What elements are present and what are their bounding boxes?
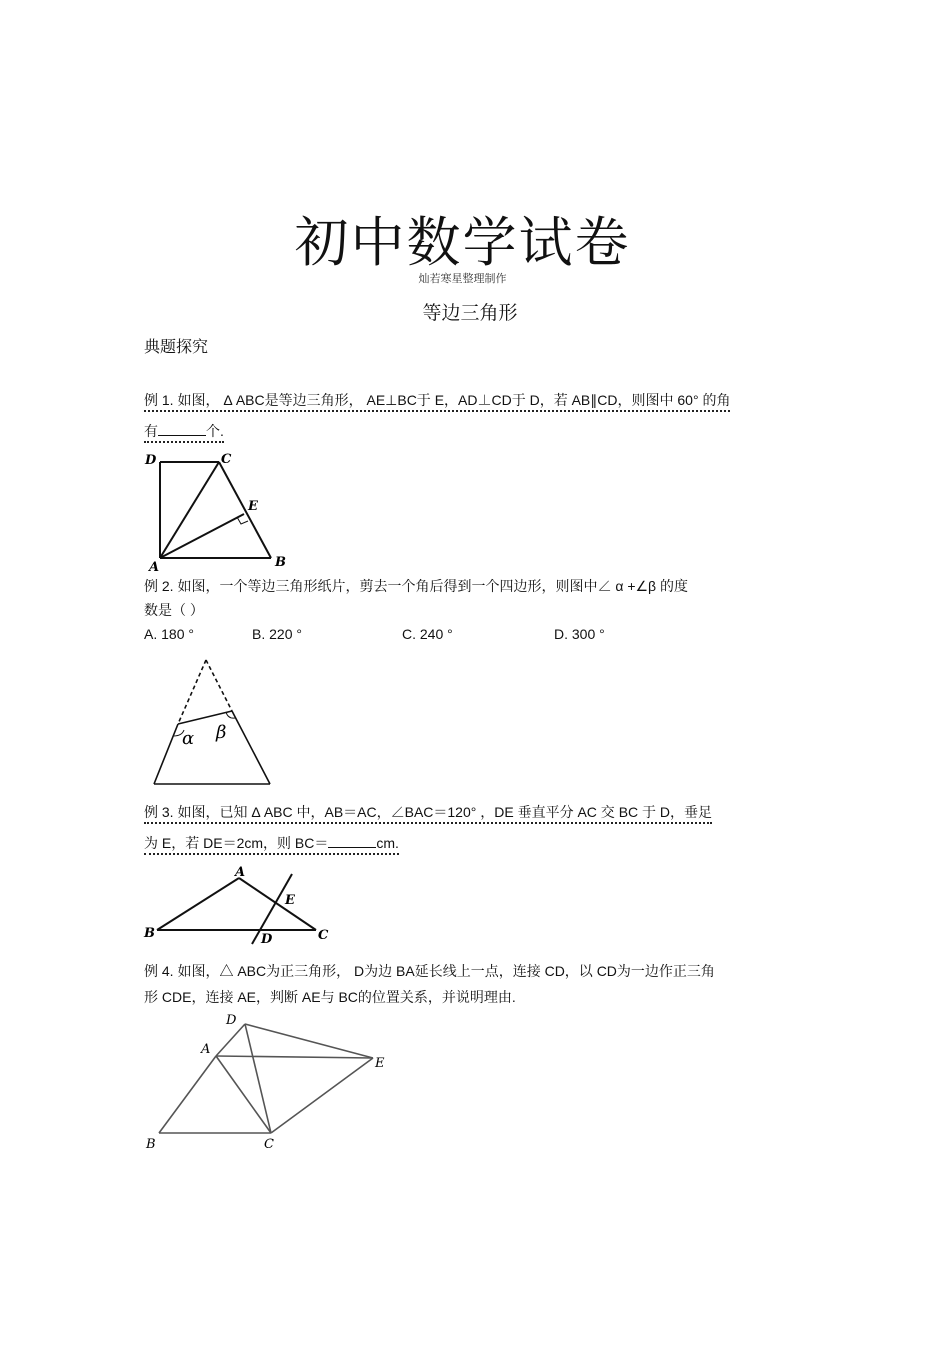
q1-line2: 有 个.	[144, 421, 224, 441]
q3-line1: 例 3. 如图，已知 Δ ABC 中，AB＝AC，∠BAC＝120° ，DE 垂直平分 AC 交 BC 于 D，垂足	[144, 802, 712, 822]
q4-label-e: E	[375, 1056, 385, 1071]
q4-label-b: B	[146, 1137, 156, 1152]
q4-line1: 例 4. 如图，△ ABC为正三角形， D为边 BA延长线上一点，连接 CD，以 CD为一边作正三角	[144, 963, 715, 979]
page-title: 初中数学试卷	[294, 211, 631, 274]
q3-label-d: D	[261, 932, 273, 947]
q2-label-alpha: α	[182, 728, 195, 749]
q3-segment	[157, 878, 239, 930]
q2-segment	[154, 724, 178, 784]
answer-blank	[328, 847, 376, 848]
q2-segment	[232, 711, 270, 784]
lesson-title: 等边三角形	[422, 302, 518, 324]
q1-right-angle-mark	[237, 517, 248, 524]
q3-label-a: A	[235, 865, 246, 880]
q1-label-e: E	[248, 499, 258, 514]
q2-dashed-edge	[178, 660, 206, 724]
q2-line2: 数是（ ）	[144, 602, 204, 618]
q4-figure	[140, 1008, 400, 1158]
q3-figure	[140, 862, 340, 950]
q4-segment	[245, 1024, 373, 1058]
q4-label-a: A	[201, 1042, 211, 1057]
q3-line2: 为 E，若 DE＝2cm，则 BC＝ cm.	[144, 833, 399, 853]
q4-label-c: C	[264, 1137, 274, 1152]
q2-figure	[146, 652, 276, 790]
q2-option-c: C. 240 °	[402, 626, 453, 642]
q3-label-e: E	[285, 893, 295, 908]
q1-label-c: C	[221, 452, 232, 467]
q2-line1: 例 2. 如图，一个等边三角形纸片，剪去一个角后得到一个四边形，则图中∠ α +∠β 的度	[144, 578, 688, 594]
q4-segment	[159, 1056, 216, 1133]
q1-line1: 例 1. 如图， Δ ABC是等边三角形， AE⊥BC于 E，AD⊥CD于 D，若 AB∥CD，则图中 60° 的角	[144, 390, 730, 410]
q4-segment	[216, 1056, 271, 1133]
q2-dashed-edge	[206, 660, 232, 711]
q2-label-beta: β	[216, 722, 227, 743]
q1-label-b: B	[275, 555, 286, 570]
q3-segment	[239, 878, 316, 930]
page-subtitle: 灿若寒星整理制作	[418, 272, 507, 285]
q4-segment	[245, 1024, 271, 1133]
section-heading: 典题探究	[144, 337, 209, 356]
q4-segment	[216, 1056, 373, 1058]
q4-segment	[216, 1024, 245, 1056]
q1-segment	[219, 462, 271, 558]
q3-label-c: C	[318, 928, 329, 943]
q2-option-a: A. 180 °	[144, 626, 194, 642]
q1-figure	[140, 446, 290, 572]
q1-label-a: A	[149, 560, 160, 572]
q4-label-d: D	[226, 1013, 237, 1028]
q2-option-b: B. 220 °	[252, 626, 302, 642]
q4-line2: 形 CDE，连接 AE，判断 AE与 BC的位置关系，并说明理由.	[144, 989, 516, 1005]
answer-blank	[158, 435, 206, 436]
q2-option-d: D. 300 °	[554, 626, 605, 642]
q3-label-b: B	[144, 926, 155, 941]
q1-label-d: D	[145, 453, 157, 468]
q4-segment	[271, 1058, 373, 1133]
